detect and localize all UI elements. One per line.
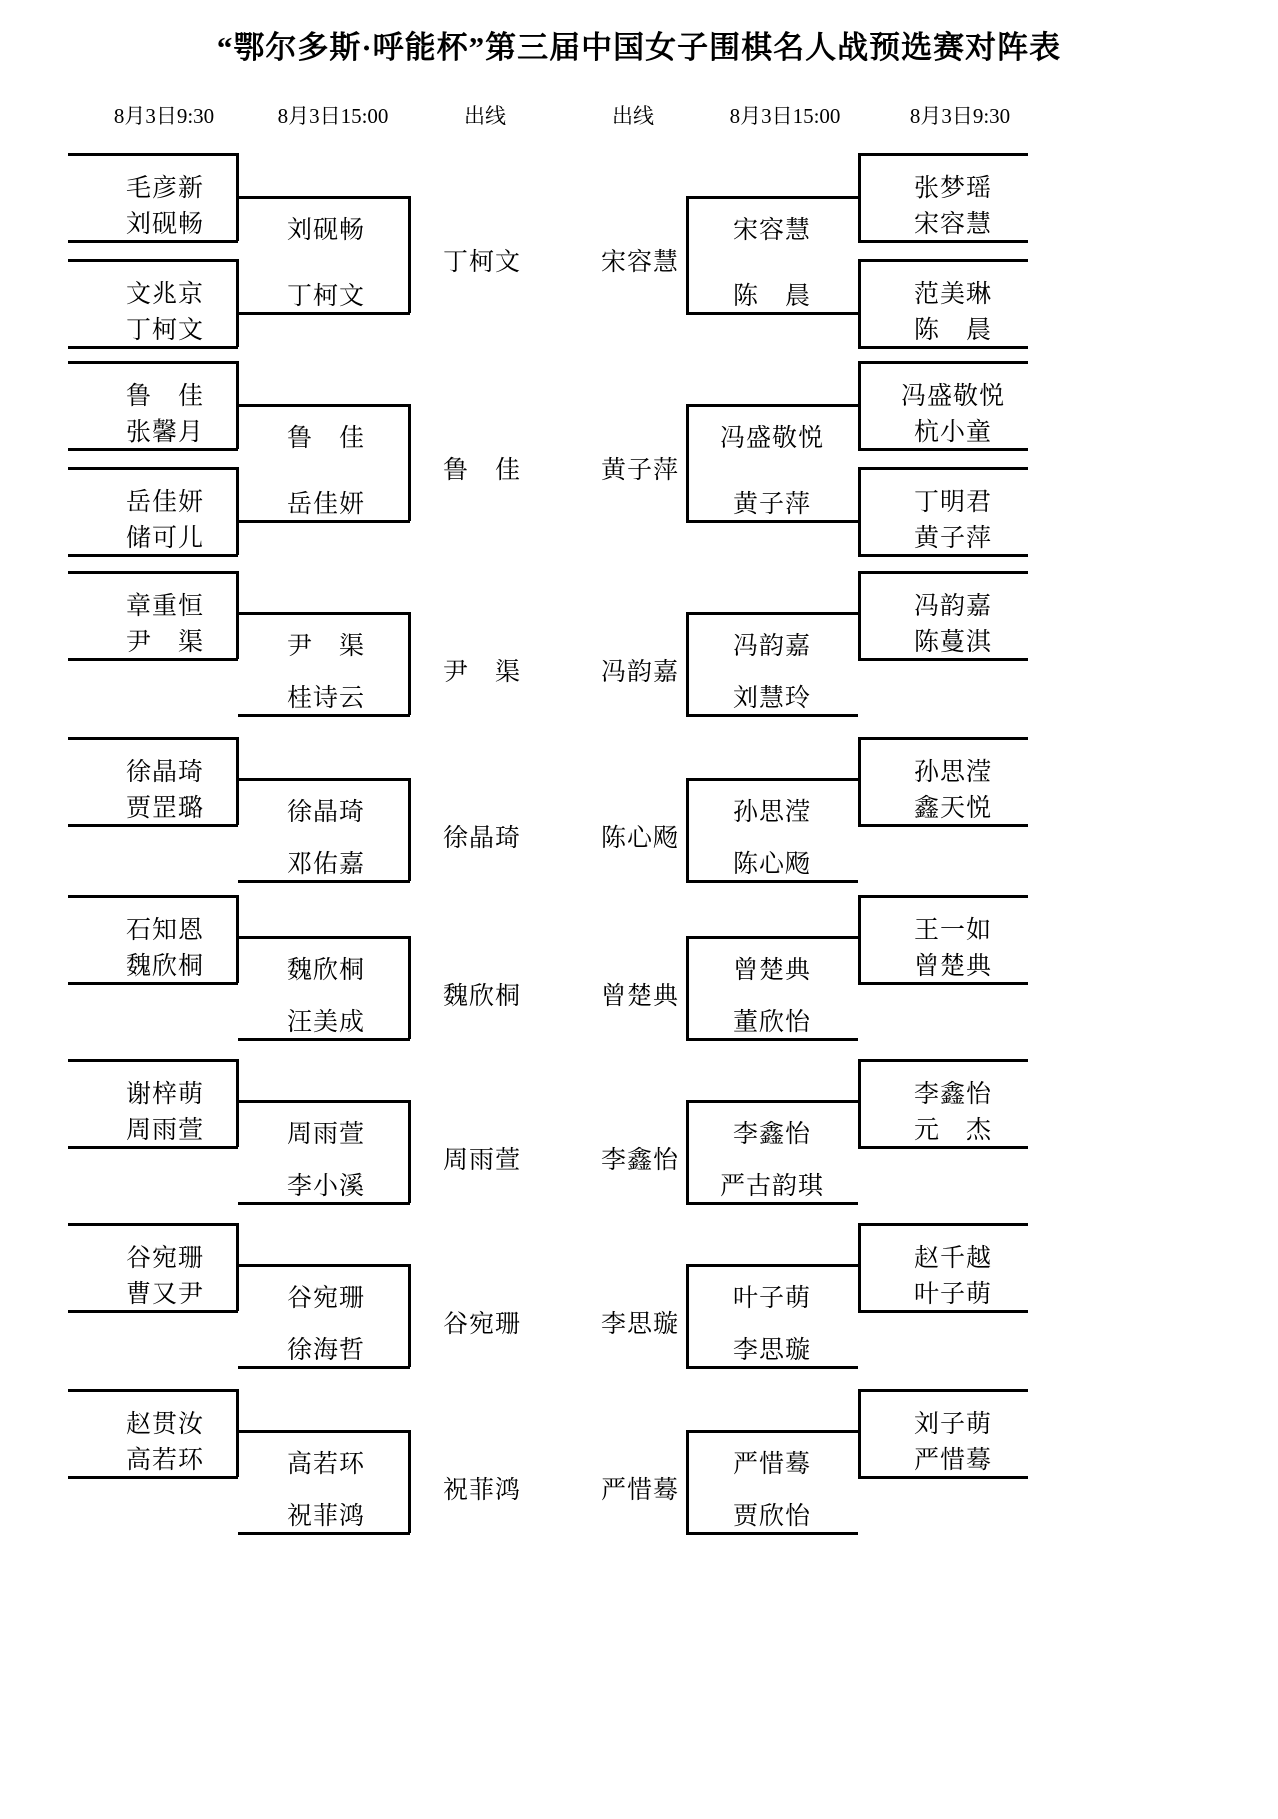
right-g3-r1-a-p1: 孙思滢 bbox=[913, 759, 992, 786]
right-g5-r3: 李鑫怡 bbox=[600, 1147, 679, 1174]
left-g3-r2-p1: 徐晶琦 bbox=[286, 799, 365, 826]
right-g4-r2-p1: 曾楚典 bbox=[732, 957, 811, 984]
line bbox=[686, 936, 858, 939]
page-title: “鄂尔多斯·呼能杯”第三届中国女子围棋名人战预选赛对阵表 bbox=[216, 30, 1062, 65]
right-g1-r2-p1: 冯盛敬悦 bbox=[719, 425, 824, 452]
left-g4-r2-p1: 魏欣桐 bbox=[286, 957, 365, 984]
left-g7-r2-p2: 祝菲鸿 bbox=[286, 1503, 365, 1530]
line bbox=[686, 1430, 689, 1533]
right-g2-r2-p2: 刘慧玲 bbox=[732, 685, 811, 712]
line bbox=[858, 259, 861, 347]
column-header-left-round1: 8月3日9:30 bbox=[113, 104, 215, 128]
line bbox=[686, 1430, 858, 1433]
line bbox=[686, 778, 689, 881]
line bbox=[238, 936, 410, 939]
right-g4-r2-p2: 董欣怡 bbox=[732, 1009, 811, 1036]
line bbox=[858, 571, 1028, 574]
line bbox=[858, 895, 861, 983]
right-g1-r1-a-p2: 杭小童 bbox=[913, 419, 992, 446]
line bbox=[408, 1264, 411, 1367]
line bbox=[236, 259, 239, 347]
line bbox=[686, 1038, 858, 1041]
left-g1-r1-b-p2: 储可儿 bbox=[125, 525, 204, 552]
line bbox=[408, 612, 411, 715]
left-g2-r2-p2: 桂诗云 bbox=[286, 685, 365, 712]
line bbox=[858, 153, 861, 241]
right-g2-r1-a-p1: 冯韵嘉 bbox=[913, 593, 992, 620]
line bbox=[68, 1389, 238, 1392]
right-g1-r1-b-p2: 黄子萍 bbox=[913, 525, 992, 552]
right-g7-r1-a-p1: 刘子萌 bbox=[913, 1411, 992, 1438]
right-g1-r1-a-p1: 冯盛敬悦 bbox=[900, 383, 1005, 410]
right-g3-r2-p2: 陈心飏 bbox=[732, 851, 811, 878]
right-g0-r1-b-p1: 范美琳 bbox=[913, 281, 992, 308]
line bbox=[408, 778, 411, 881]
left-g4-r2-p2: 汪美成 bbox=[286, 1009, 365, 1036]
left-g5-r1-a-p1: 谢梓萌 bbox=[125, 1081, 204, 1108]
right-g1-r1-b-p1: 丁明君 bbox=[913, 489, 992, 516]
line bbox=[858, 1059, 1028, 1062]
left-g3-r1-a-p1: 徐晶琦 bbox=[125, 759, 204, 786]
left-g7-r1-a-p1: 赵贯汝 bbox=[125, 1411, 204, 1438]
line bbox=[686, 520, 858, 523]
line bbox=[238, 196, 410, 199]
line bbox=[68, 824, 238, 827]
left-g5-r2-p1: 周雨萱 bbox=[286, 1121, 365, 1148]
left-g7-r3: 祝菲鸿 bbox=[442, 1477, 521, 1504]
right-g3-r3: 陈心飏 bbox=[600, 825, 679, 852]
line bbox=[858, 1223, 1028, 1226]
line bbox=[858, 554, 1028, 557]
line bbox=[858, 1059, 861, 1147]
left-g7-r2-p1: 高若环 bbox=[286, 1451, 365, 1478]
line bbox=[236, 467, 239, 555]
right-g7-r2-p2: 贾欣怡 bbox=[732, 1503, 811, 1530]
column-header-left-round2: 8月3日15:00 bbox=[277, 104, 389, 128]
line bbox=[858, 467, 1028, 470]
line bbox=[238, 404, 410, 407]
line bbox=[68, 658, 238, 661]
line bbox=[858, 259, 1028, 262]
left-g5-r2-p2: 李小溪 bbox=[286, 1173, 365, 1200]
line bbox=[236, 1389, 239, 1477]
left-g6-r2-p1: 谷宛珊 bbox=[286, 1285, 365, 1312]
right-g6-r1-a-p2: 叶子萌 bbox=[913, 1281, 992, 1308]
right-g0-r2-p2: 陈 晨 bbox=[732, 283, 811, 310]
right-g7-r1-a-p2: 严惜蓦 bbox=[913, 1447, 992, 1474]
line bbox=[858, 658, 1028, 661]
line bbox=[858, 895, 1028, 898]
left-g0-r1-a-p2: 刘砚畅 bbox=[125, 211, 204, 238]
right-g5-r1-a-p2: 元 杰 bbox=[913, 1117, 992, 1144]
right-g1-r2-p2: 黄子萍 bbox=[732, 491, 811, 518]
right-g0-r2-p1: 宋容慧 bbox=[732, 217, 811, 244]
right-g6-r1-a-p1: 赵千越 bbox=[913, 1245, 992, 1272]
line bbox=[686, 1532, 858, 1535]
line bbox=[68, 737, 238, 740]
left-g2-r1-a-p2: 尹 渠 bbox=[125, 629, 204, 656]
line bbox=[408, 1430, 411, 1533]
line bbox=[68, 982, 238, 985]
line bbox=[68, 1310, 238, 1313]
line bbox=[686, 1202, 858, 1205]
line bbox=[686, 196, 689, 313]
line bbox=[236, 737, 239, 825]
line bbox=[236, 1059, 239, 1147]
line bbox=[236, 895, 239, 983]
line bbox=[408, 936, 411, 1039]
left-g0-r2-p1: 刘砚畅 bbox=[286, 217, 365, 244]
right-g5-r2-p2: 严古韵琪 bbox=[719, 1173, 824, 1200]
line bbox=[238, 312, 410, 315]
line bbox=[236, 571, 239, 659]
right-g2-r1-a-p2: 陈蔓淇 bbox=[913, 629, 992, 656]
line bbox=[68, 361, 238, 364]
right-g4-r3: 曾楚典 bbox=[600, 983, 679, 1010]
right-g3-r1-a-p2: 鑫天悦 bbox=[913, 795, 992, 822]
line bbox=[686, 1264, 858, 1267]
line bbox=[238, 1202, 410, 1205]
line bbox=[68, 153, 238, 156]
line bbox=[686, 196, 858, 199]
column-header-right-round1: 8月3日9:30 bbox=[909, 104, 1011, 128]
right-g0-r1-b-p2: 陈 晨 bbox=[913, 317, 992, 344]
left-g4-r1-a-p2: 魏欣桐 bbox=[125, 953, 204, 980]
right-g4-r1-a-p2: 曾楚典 bbox=[913, 953, 992, 980]
left-g6-r1-a-p2: 曹又尹 bbox=[125, 1281, 204, 1308]
right-g5-r1-a-p1: 李鑫怡 bbox=[913, 1081, 992, 1108]
right-g2-r2-p1: 冯韵嘉 bbox=[732, 633, 811, 660]
line bbox=[68, 240, 238, 243]
line bbox=[858, 737, 861, 825]
right-g4-r1-a-p1: 王一如 bbox=[913, 917, 992, 944]
line bbox=[686, 1100, 858, 1103]
line bbox=[68, 895, 238, 898]
line bbox=[238, 778, 410, 781]
line bbox=[238, 880, 410, 883]
line bbox=[858, 361, 1028, 364]
right-g5-r2-p1: 李鑫怡 bbox=[732, 1121, 811, 1148]
line bbox=[68, 467, 238, 470]
left-g0-r1-b-p1: 文兆京 bbox=[125, 281, 204, 308]
line bbox=[408, 404, 411, 521]
line bbox=[238, 1430, 410, 1433]
left-g0-r1-b-p2: 丁柯文 bbox=[125, 317, 204, 344]
line bbox=[686, 312, 858, 315]
line bbox=[238, 1532, 410, 1535]
line bbox=[686, 1100, 689, 1203]
left-g4-r3: 魏欣桐 bbox=[442, 983, 521, 1010]
line bbox=[238, 1366, 410, 1369]
line bbox=[408, 1100, 411, 1203]
line bbox=[238, 612, 410, 615]
right-g6-r3: 李思璇 bbox=[600, 1311, 679, 1338]
line bbox=[686, 778, 858, 781]
line bbox=[858, 361, 861, 449]
left-g2-r3: 尹 渠 bbox=[442, 659, 521, 686]
right-g0-r3: 宋容慧 bbox=[600, 249, 679, 276]
line bbox=[686, 880, 858, 883]
left-g3-r2-p2: 邓佑嘉 bbox=[286, 851, 365, 878]
line bbox=[68, 1476, 238, 1479]
line bbox=[68, 554, 238, 557]
line bbox=[68, 1146, 238, 1149]
line bbox=[686, 1264, 689, 1367]
right-g0-r1-a-p1: 张梦瑶 bbox=[913, 175, 992, 202]
left-g0-r3: 丁柯文 bbox=[442, 249, 521, 276]
line bbox=[238, 520, 410, 523]
line bbox=[686, 404, 858, 407]
line bbox=[238, 1264, 410, 1267]
left-g1-r1-b-p1: 岳佳妍 bbox=[125, 489, 204, 516]
left-g1-r2-p2: 岳佳妍 bbox=[286, 491, 365, 518]
right-g3-r2-p1: 孙思滢 bbox=[732, 799, 811, 826]
line bbox=[68, 346, 238, 349]
line bbox=[858, 1389, 1028, 1392]
left-g1-r1-a-p2: 张馨月 bbox=[125, 419, 204, 446]
column-header-right-round2: 8月3日15:00 bbox=[729, 104, 841, 128]
line bbox=[68, 259, 238, 262]
line bbox=[408, 196, 411, 313]
line bbox=[858, 824, 1028, 827]
left-g0-r1-a-p1: 毛彦新 bbox=[125, 175, 204, 202]
line bbox=[858, 467, 861, 555]
left-g7-r1-a-p2: 高若环 bbox=[125, 1447, 204, 1474]
line bbox=[686, 404, 689, 521]
line bbox=[68, 1059, 238, 1062]
line bbox=[858, 1146, 1028, 1149]
left-g6-r1-a-p1: 谷宛珊 bbox=[125, 1245, 204, 1272]
line bbox=[858, 571, 861, 659]
column-header-left-qualify: 出线 bbox=[464, 104, 506, 128]
column-header-right-qualify: 出线 bbox=[612, 104, 654, 128]
line bbox=[858, 448, 1028, 451]
line bbox=[238, 714, 410, 717]
left-g3-r1-a-p2: 贾罡璐 bbox=[125, 795, 204, 822]
right-g7-r3: 严惜蓦 bbox=[600, 1477, 679, 1504]
line bbox=[858, 1476, 1028, 1479]
right-g6-r2-p2: 李思璇 bbox=[732, 1337, 811, 1364]
line bbox=[686, 612, 689, 715]
line bbox=[68, 1223, 238, 1226]
line bbox=[686, 714, 858, 717]
left-g0-r2-p2: 丁柯文 bbox=[286, 283, 365, 310]
left-g3-r3: 徐晶琦 bbox=[442, 825, 521, 852]
left-g2-r1-a-p1: 章重恒 bbox=[125, 593, 204, 620]
left-g6-r3: 谷宛珊 bbox=[442, 1311, 521, 1338]
left-g1-r1-a-p1: 鲁 佳 bbox=[125, 383, 204, 410]
line bbox=[858, 346, 1028, 349]
line bbox=[858, 1389, 861, 1477]
line bbox=[686, 936, 689, 1039]
line bbox=[68, 571, 238, 574]
left-g2-r2-p1: 尹 渠 bbox=[286, 633, 365, 660]
line bbox=[858, 153, 1028, 156]
right-g6-r2-p1: 叶子萌 bbox=[732, 1285, 811, 1312]
left-g4-r1-a-p1: 石知恩 bbox=[125, 917, 204, 944]
line bbox=[686, 612, 858, 615]
left-g1-r3: 鲁 佳 bbox=[442, 457, 521, 484]
right-g2-r3: 冯韵嘉 bbox=[600, 659, 679, 686]
left-g5-r3: 周雨萱 bbox=[442, 1147, 521, 1174]
right-g1-r3: 黄子萍 bbox=[600, 457, 679, 484]
line bbox=[686, 1366, 858, 1369]
left-g6-r2-p2: 徐海哲 bbox=[286, 1337, 365, 1364]
left-g5-r1-a-p2: 周雨萱 bbox=[125, 1117, 204, 1144]
line bbox=[238, 1100, 410, 1103]
line bbox=[858, 1223, 861, 1311]
line bbox=[68, 448, 238, 451]
line bbox=[238, 1038, 410, 1041]
line bbox=[858, 240, 1028, 243]
line bbox=[236, 1223, 239, 1311]
line bbox=[858, 737, 1028, 740]
right-g7-r2-p1: 严惜蓦 bbox=[732, 1451, 811, 1478]
line bbox=[858, 982, 1028, 985]
right-g0-r1-a-p2: 宋容慧 bbox=[913, 211, 992, 238]
left-g1-r2-p1: 鲁 佳 bbox=[286, 425, 365, 452]
line bbox=[858, 1310, 1028, 1313]
